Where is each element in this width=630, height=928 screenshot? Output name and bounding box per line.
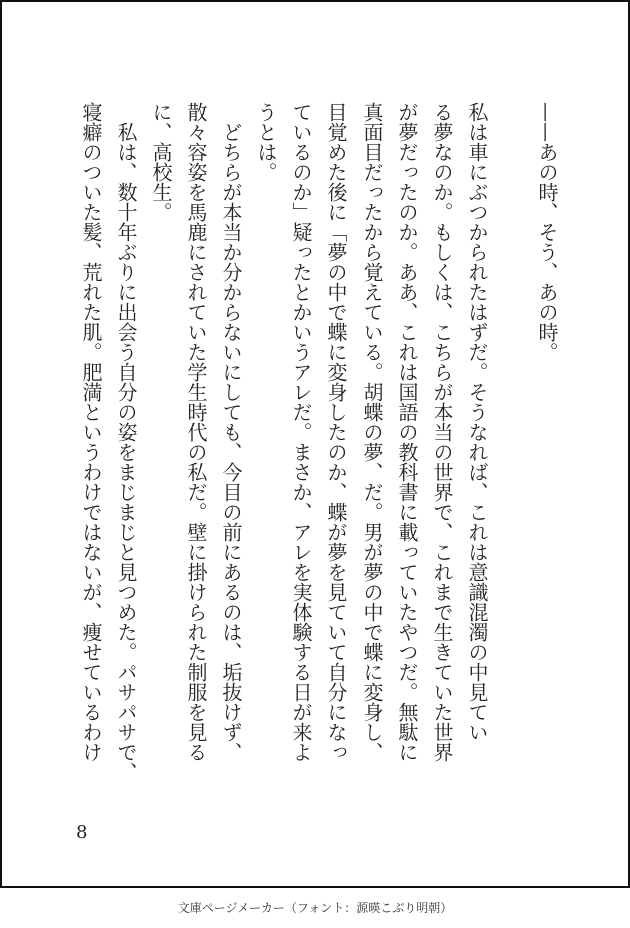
blank-line — [494, 102, 529, 822]
text-line: に、高校生。 — [149, 102, 173, 222]
text-line: ているのか」疑ったとかいうアレだ。まさか、アレを実体験する日が来よ — [289, 102, 313, 762]
footer-credit: 文庫ページメーカー（フォント：源暎こぶり明朝） — [177, 901, 453, 915]
text-line: ——あの時、そう、あの時。 — [535, 102, 559, 362]
text-line: うとは。 — [254, 102, 278, 182]
text-line: 私は、数十年ぶりに出会う自分の姿をまじまじと見つめた。パサパサで、 — [114, 102, 138, 782]
text-line: る夢なのか。もしくは、こちらが本当の世界で、これまで生きていた世界 — [430, 102, 454, 762]
text-line: 寝癖のついた髪、荒れた肌。肥満というわけではないが、痩せているわけ — [79, 102, 103, 762]
text-line: 私は車にぶつかられたはずだ。そうなれば、これは意識混濁の中見てい — [465, 102, 489, 742]
text-line: 真面目だったから覚えている。胡蝶の夢、だ。男が夢の中で蝶に変身し、 — [360, 102, 384, 762]
page-number: 8 — [76, 822, 88, 843]
text-line: 散々容姿を馬鹿にされていた学生時代の私だ。壁に掛けられた制服を見る — [184, 102, 208, 762]
text-line: どちらが本当か分からないにしても、今目の前にあるのは、垢抜けず、 — [219, 102, 243, 762]
text-line: が夢だったのか。ああ、これは国語の教科書に載っていたやつだ。無駄に — [395, 102, 419, 762]
text-line: 目覚めた後に「夢の中で蝶に変身したのか、蝶が夢を見ていて自分になっ — [324, 102, 348, 762]
